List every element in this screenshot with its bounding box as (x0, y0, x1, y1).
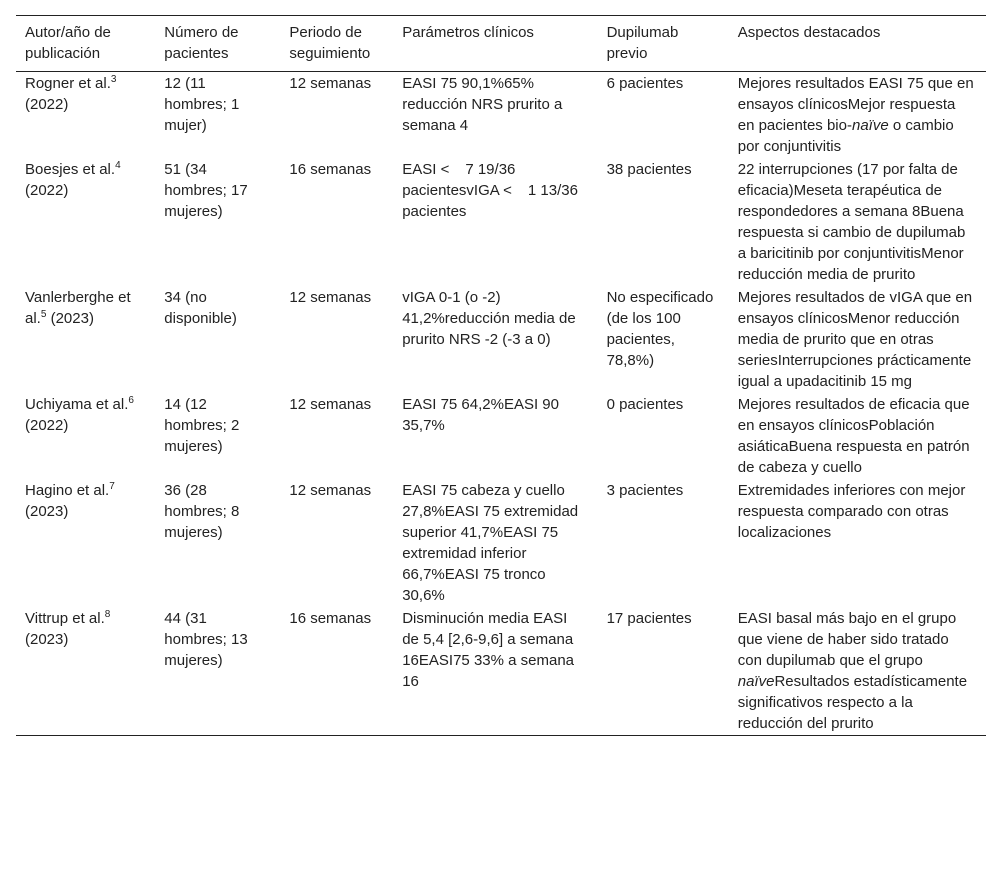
reference-link[interactable]: 5 (40, 309, 47, 320)
studies-table (16, 15, 986, 736)
cell-period: 12 semanas (289, 482, 372, 499)
cell-period: 16 semanas (289, 610, 372, 627)
cell-period: 12 semanas (289, 75, 372, 92)
cell-dupilumab: 3 pacientes (606, 482, 684, 499)
cell-dupilumab: No especificado (de los 100 pacientes, 78,8%) (606, 289, 714, 369)
cell-dupilumab: 0 pacientes (606, 396, 684, 413)
cell-params: EASI 75 90,1%65% reducción NRS prurito a semana 4 (402, 75, 563, 134)
cell-highlights: Extremidades inferiores con mejor respuesta comparado con otras localizaciones (737, 482, 966, 541)
reference-link[interactable]: 4 (115, 160, 121, 171)
cell-params: EASI 75 cabeza y cuello 27,8%EASI 75 extremidad superior 41,7%EASI 75 extremidad inferior 66,7%EASI 75 tronco 30,6% (402, 482, 579, 604)
cell-params: Disminución media EASI de 5,4 [2,6-9,6] a semana 16EASI75 33% a semana 16 (402, 610, 575, 690)
cell-params: EASI < 7 19/36 pacientesvIGA < 1 13/36 pacientes (402, 161, 578, 220)
cell-patients: 51 (34 hombres; 17 mujeres) (164, 161, 248, 220)
cell-highlights: Mejores resultados de vIGA que en ensayos clínicosMenor reducción media de prurito que en otras seriesInterrupciones prácticamente igual a upadacitinib 15 mg (737, 289, 973, 390)
cell-period: 16 semanas (289, 161, 372, 178)
cell-period: 12 semanas (289, 396, 372, 413)
header-highlights: Aspectos destacados (737, 24, 881, 41)
table-row (16, 286, 986, 393)
cell-author: Vittrup et al.$^8$ (2023) (25, 609, 111, 648)
cell-author: Uchiyama et al.$^6$ (2022) (25, 395, 134, 434)
header-author-year: Autor/año de publicación (25, 24, 111, 62)
cell-highlights: EASI basal más bajo en el grupo que viene de haber sido tratado con dupilumab que el grupo naïveResultados estadísticamente significativos respecto a la reducción del prurito (737, 610, 968, 732)
reference-link[interactable]: 6 (128, 395, 134, 406)
table-row (16, 72, 986, 159)
header-clinical-params: Parámetros clínicos (402, 24, 534, 41)
table-header-row (16, 16, 986, 72)
table-row (16, 607, 986, 736)
table-row (16, 158, 986, 286)
cell-params: EASI 75 64,2%EASI 90 35,7% (402, 396, 559, 434)
cell-patients: 44 (31 hombres; 13 mujeres) (164, 610, 248, 669)
cell-author: Boesjes et al.$^4$ (2022) (25, 160, 121, 199)
cell-patients: 34 (no disponible) (164, 289, 237, 327)
table-row (16, 479, 986, 607)
cell-author: Hagino et al.$^7$ (2023) (25, 481, 115, 520)
cell-dupilumab: 6 pacientes (606, 75, 684, 92)
cell-highlights: Mejores resultados de eficacia que en ensayos clínicosPoblación asiáticaBuena respuesta en patrón de cabeza y cuello (737, 396, 970, 476)
table-row (16, 393, 986, 479)
cell-period: 12 semanas (289, 289, 372, 306)
cell-author: Rogner et al.$^3$ (2022) (25, 74, 117, 113)
reference-link[interactable]: 8 (104, 609, 111, 620)
header-follow-up: Periodo de seguimiento (289, 24, 371, 62)
cell-params: vIGA 0-1 (o -2) 41,2%reducción media de prurito NRS -2 (-3 a 0) (402, 289, 576, 348)
cell-author: Vanlerberghe et al.$^5$ (2023) (25, 289, 131, 327)
cell-dupilumab: 38 pacientes (606, 161, 692, 178)
cell-patients: 14 (12 hombres; 2 mujeres) (164, 396, 240, 455)
cell-patients: 12 (11 hombres; 1 mujer) (164, 75, 240, 134)
cell-highlights: 22 interrupciones (17 por falta de eficacia)Meseta terapéutica de respondedores a semana 8Buena respuesta si cambio de dupilumab a baricitinib por conjuntivitisMenor reducción media de prurito (737, 161, 966, 283)
cell-dupilumab: 17 pacientes (606, 610, 692, 627)
reference-link[interactable]: 3 (110, 74, 117, 85)
reference-link[interactable]: 7 (109, 481, 115, 492)
header-patients: Número de pacientes (164, 24, 239, 62)
cell-highlights: Mejores resultados EASI 75 que en ensayos clínicosMejor respuesta en pacientes bio-naïve o cambio por conjuntivitis (737, 75, 974, 155)
cell-patients: 36 (28 hombres; 8 mujeres) (164, 482, 240, 541)
header-prior-dupilumab: Dupilumab previo (606, 24, 679, 62)
